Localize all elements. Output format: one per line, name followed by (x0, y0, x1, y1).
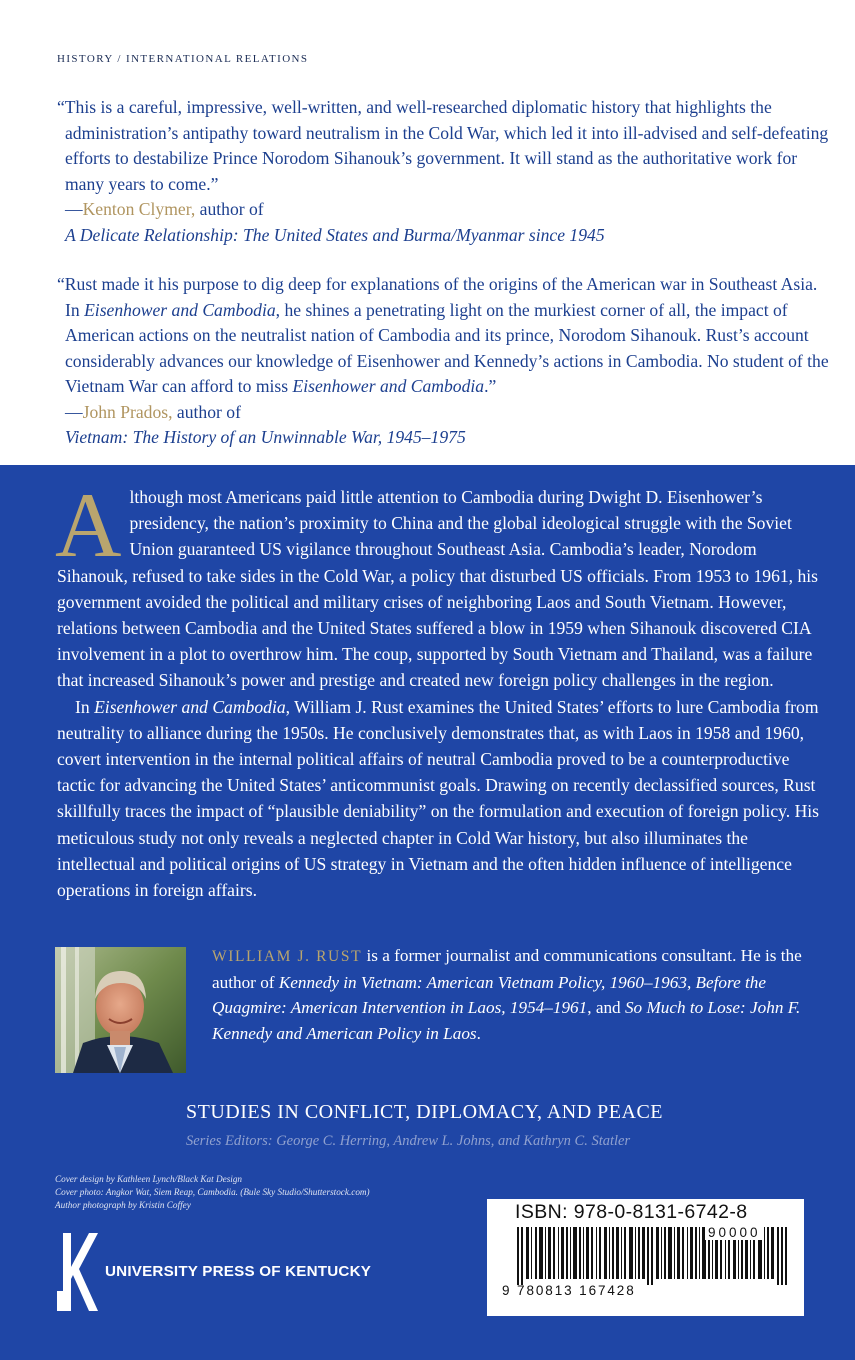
blurb-clymer (57, 95, 832, 248)
barcode-panel (487, 1199, 804, 1316)
blurb-prados (57, 272, 832, 451)
isbn-number: ISBN: 978-0-8131-6742-8 (515, 1201, 748, 1223)
blurb-author-book: Vietnam: The History of an Unwinnable War, 1945–1975 (65, 427, 466, 447)
publisher-name: UNIVERSITY PRESS OF KENTUCKY (105, 1263, 372, 1280)
blurb-attribution: —Kenton Clymer, author of (65, 199, 264, 219)
series-title: STUDIES IN CONFLICT, DIPLOMACY, AND PEACE (186, 1101, 664, 1123)
praise-section (0, 0, 855, 465)
blurb-author-book: A Delicate Relationship: The United States and Burma/Myanmar since 1945 (65, 224, 605, 245)
drop-cap: A (55, 474, 122, 576)
book-description (55, 474, 827, 903)
credit-line: Cover design by Kathleen Lynch/Black Kat Design (55, 1174, 243, 1184)
series-editors: Series Editors: George C. Herring, Andrew L. Johns, and Kathryn C. Statler (186, 1133, 631, 1149)
blurb-author-name: Kenton Clymer, (82, 199, 196, 219)
author-bio: WILLIAM J. RUST is a former journalist and communications consultant. He is the author of Kennedy in Vietnam: American Vietnam Policy, 1960–1963, Before the Quagmire: American Intervention in Laos, 1954–1961, and So Much to Lose: John F. Kennedy and American Policy in Laos. (212, 946, 802, 1043)
author-photo (55, 947, 186, 1073)
credit-line: Author photograph by Kristin Coffey (55, 1200, 191, 1210)
price-code: 90000 (705, 1225, 764, 1240)
kentucky-press-logo-icon (55, 1231, 100, 1313)
credit-line: Cover photo: Angkor Wat, Siem Reap, Cambodia. (Bule Sky Studio/Shutterstock.com) (55, 1187, 370, 1197)
cover-credits (55, 1173, 370, 1212)
blurb-text: “Rust made it his purpose to dig deep for explanations of the origins of the American war in Southeast Asia. In Eisenhower and Cambodia, he shines a penetrating light on the murkiest corner of all, the impact of American actions on the neutralist nation of Cambodia and its prince, Norodom Sihanouk. Rust’s account considerably advances our knowledge of Eisenhower and Kennedy’s actions in Cambodia. No student of the Vietnam War can afford to miss Eisenhower and Cambodia.” (57, 274, 829, 396)
blurb-attribution: —John Prados, author of (65, 401, 241, 422)
blurb-text: “This is a careful, impressive, well-written, and well-researched diplomatic history that highlights the administration’s antipathy toward neutralism in the Cold War, which led it into ill-advised and self-defeating efforts to destabilize Prince Norodom Sihanouk’s government. It will stand as the authoritative work for many years to come.” (57, 97, 829, 194)
author-name: WILLIAM J. RUST (212, 948, 363, 965)
barcode-digits: 9 780813 167428 (502, 1283, 636, 1298)
description-section (0, 465, 855, 1360)
description-paragraph-2: In Eisenhower and Cambodia, William J. Rust examines the United States’ efforts to lure Cambodia from neutrality to alliance during the 1950s. He conclusively demonstrates that, as with Laos in 1958 and 1960, covert intervention in the internal political affairs of neutral Cambodia proved to be a counterproductive tactic for advancing the United States’ anticommunist goals. Drawing on recently declassified sources, Rust skillfully traces the impact of “plausible deniability” on the formulation and execution of foreign policy. His meticulous study not only reveals a neglected chapter in Cold War history, but also illuminates the intellectual and political origins of US strategy in Vietnam and the often hidden influence of intelligence operations in foreign affairs. (57, 696, 820, 901)
category-label: HISTORY / INTERNATIONAL RELATIONS (57, 53, 309, 65)
blurb-author-name: John Prados, (82, 401, 173, 422)
description-paragraph-1: Although most Americans paid little attention to Cambodia during Dwight D. Eisenhower’s presidency, the nation’s proximity to China and the global ideological struggle with the Soviet Union guaranteed US vigilance throughout Southeast Asia. Cambodia’s leader, Norodom Sihanouk, refused to take sides in the Cold War, a policy that disturbed US officials. From 1953 to 1961, his government avoided the political and military crises of neighboring Laos and South Vietnam. However, relations between Cambodia and the United States suffered a blow in 1959 when Sihanouk discovered CIA involvement in a plot to overthrow him. The coup, supported by South Vietnam and Thailand, was a failure that increased Sihanouk’s power and prestige and created new foreign policy challenges in the region. (55, 474, 818, 691)
